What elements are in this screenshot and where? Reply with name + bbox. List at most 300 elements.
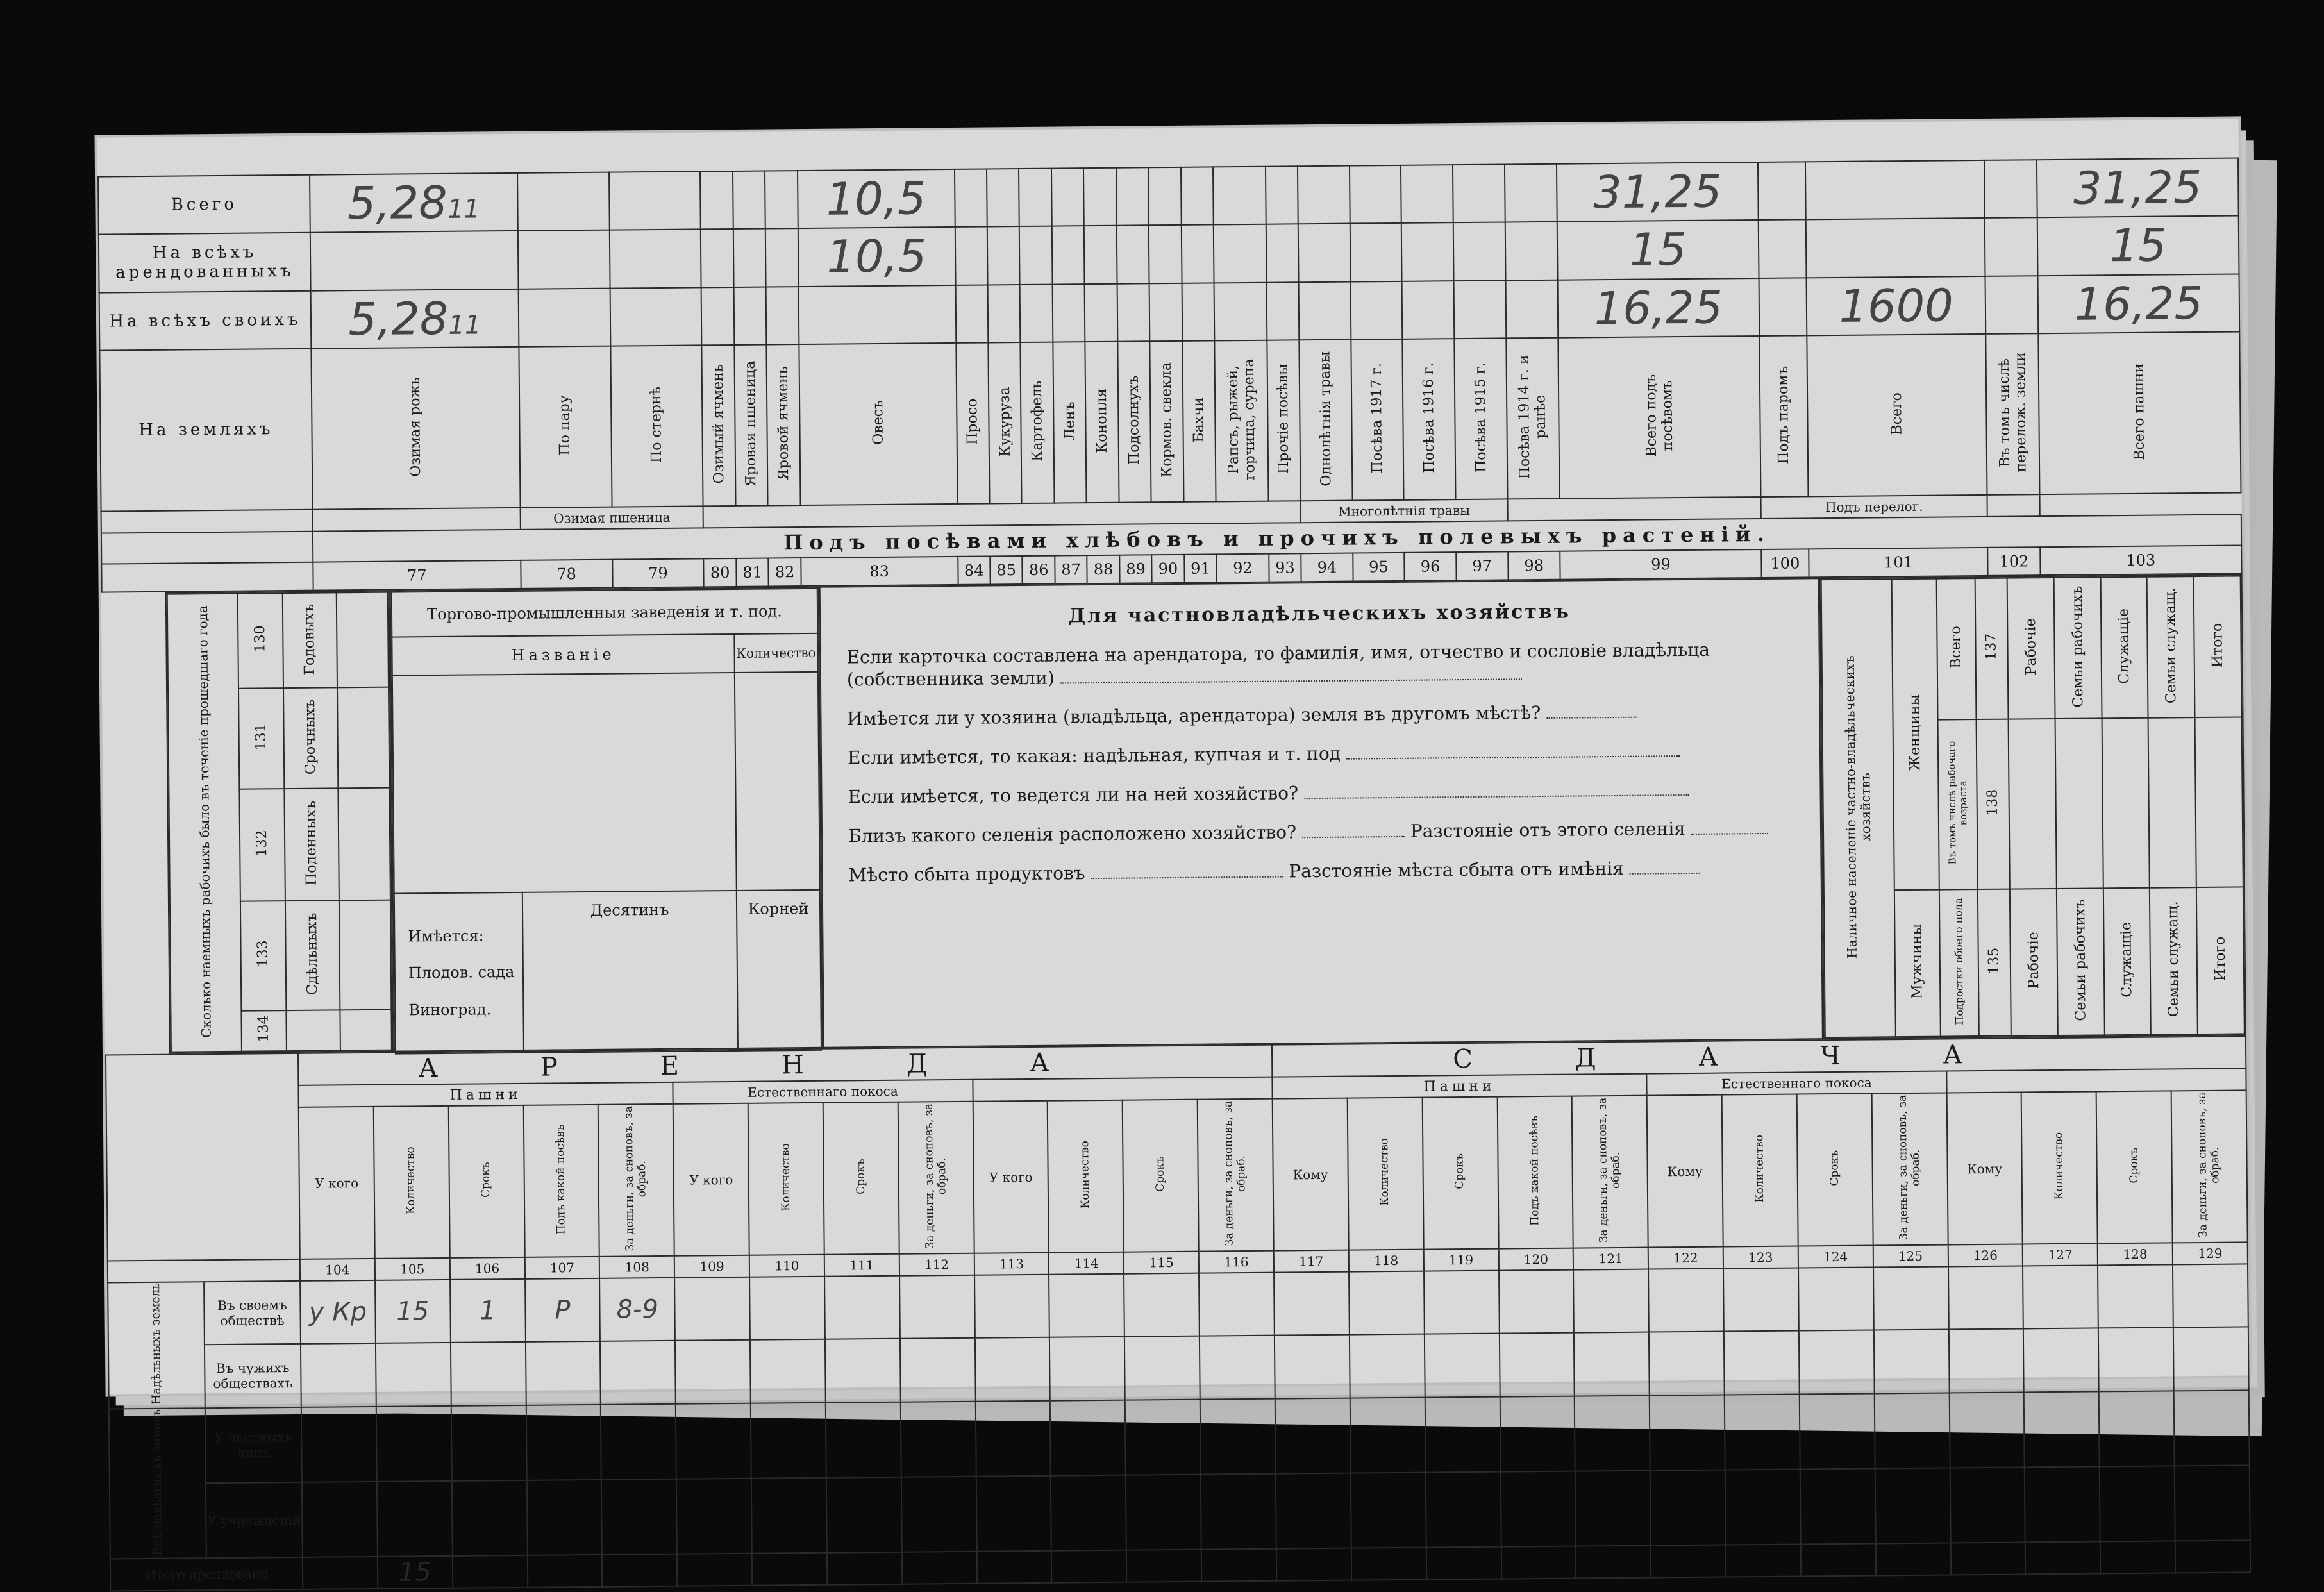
lease-cell[interactable] [450,1279,526,1343]
lease-total-cell[interactable] [1051,1550,1126,1583]
sowing-cell[interactable] [765,171,798,229]
lease-cell[interactable] [1575,1471,1651,1546]
lease-cell[interactable] [1425,1472,1501,1548]
lease-cell[interactable] [676,1479,752,1554]
lease-cell[interactable] [675,1340,751,1403]
lease-cell[interactable] [824,1276,900,1339]
pop-cell[interactable] [2102,718,2150,888]
lease-total-cell[interactable] [1726,1545,1801,1577]
census-card [97,119,2250,1588]
lease-table [105,1035,2249,1588]
middle-section [101,574,2246,1054]
lease-total-cell[interactable] [752,1553,827,1586]
sowing-cell[interactable] [1084,226,1117,284]
sowing-cell[interactable] [1298,166,1350,224]
village-distance-label: Разстояніе отъ этого селенія [1410,818,1686,842]
sowing-cell[interactable] [2037,216,2239,276]
sowing-cell[interactable] [1453,222,1505,281]
lease-cell[interactable] [451,1405,526,1480]
sowing-cell[interactable] [1350,281,1402,339]
sowing-cell[interactable] [1557,162,1759,222]
lease-cell[interactable] [1948,1266,2024,1329]
lease-cell[interactable] [1800,1468,1876,1544]
sowing-cell[interactable] [1299,281,1351,340]
lease-cell[interactable] [1124,1273,1200,1337]
lease-cell[interactable] [1874,1330,1950,1393]
lease-col-header: У кого [673,1103,749,1256]
sowing-cell[interactable] [1401,222,1453,281]
lease-total-cell[interactable] [1126,1550,1201,1582]
sowing-cell[interactable] [1759,278,1807,336]
lease-cell[interactable] [1800,1393,1875,1469]
lease-cell[interactable] [377,1481,453,1557]
lease-cell[interactable] [901,1477,977,1552]
column-header: Кормов. свекла [1150,341,1184,502]
lease-cell[interactable] [526,1480,602,1555]
sowing-cell[interactable] [1298,224,1350,282]
sowing-cell[interactable] [1266,166,1298,224]
sowing-cell[interactable] [2037,158,2239,217]
lease-cell[interactable] [2098,1264,2173,1328]
private-line-4: Если имѣется, то ведется ли на ней хозяйство? [848,782,1299,808]
lease-cell[interactable] [1500,1396,1575,1471]
lease-cell[interactable] [301,1406,377,1482]
lease-cell[interactable] [1124,1336,1200,1400]
sowing-cell[interactable] [1558,278,1760,338]
lease-cell[interactable] [900,1338,976,1402]
lease-cell[interactable] [1948,1329,2024,1393]
population-label: Наличное населеніе частно-владѣльческихъ хозяйствъ [1821,579,1896,1037]
lease-total-cell[interactable] [453,1555,528,1588]
lease-cell[interactable] [751,1478,827,1554]
sowing-cell[interactable] [1083,168,1116,226]
input-cell[interactable] [337,592,389,688]
trade-name-cell[interactable] [392,673,737,894]
lease-total-cell[interactable] [1875,1543,1950,1576]
sowing-cell[interactable] [1504,164,1557,222]
winter-wheat-label: Озимая пшеница [520,506,703,530]
num-135: 135 [1978,889,2011,1036]
market-field[interactable] [1091,876,1283,880]
cat-employees: Служащіе [2100,577,2148,719]
sowing-cell[interactable] [1053,284,1085,342]
lease-cell[interactable] [601,1403,676,1479]
lease-cell[interactable] [302,1482,378,1557]
lease-cell[interactable] [674,1277,750,1341]
lease-cell[interactable] [1126,1475,1201,1550]
lease-col-number: 112 [899,1253,974,1276]
other-land-field[interactable] [1546,717,1636,719]
sowing-table [97,157,2243,592]
lease-cell[interactable] [1351,1473,1426,1548]
lease-total-cell[interactable] [2175,1541,2250,1573]
sowing-cell[interactable] [311,289,519,348]
lease-total-cell[interactable] [303,1557,378,1589]
lease-cell[interactable] [1274,1272,1350,1336]
lease-total-cell[interactable] [1576,1546,1651,1579]
lease-cell[interactable] [2023,1328,2099,1392]
lease-cell[interactable] [1275,1398,1351,1473]
market-distance-field[interactable] [1630,873,1700,875]
sowing-cell[interactable] [1213,167,1266,225]
sowing-cell[interactable] [310,173,517,233]
sdacha-header: СДАЧА [1272,1036,2246,1077]
lease-cell[interactable] [1575,1395,1650,1471]
lease-cell[interactable] [1798,1268,1874,1331]
lease-cell[interactable] [2173,1264,2248,1327]
lease-cell[interactable] [1201,1474,1276,1550]
lease-cell[interactable] [1050,1400,1126,1475]
trade-box [390,587,823,1052]
column-number: 93 [1269,553,1301,582]
pop-cell[interactable] [2195,717,2243,887]
lease-total-cell[interactable] [902,1552,977,1584]
lease-cell[interactable] [976,1476,1051,1552]
lease-cell[interactable] [1949,1392,2025,1468]
lease-cell[interactable] [301,1343,376,1407]
lease-cell[interactable] [1051,1475,1126,1551]
sowing-cell[interactable] [1759,220,1807,278]
lease-cell[interactable] [1723,1268,1799,1332]
lease-col-header: Кому [1946,1092,2023,1244]
lease-total-cell[interactable] [1651,1545,1726,1578]
sowing-cell[interactable] [1505,280,1558,338]
lease-cell[interactable] [1649,1332,1725,1395]
lease-cell[interactable] [1350,1334,1425,1398]
lease-cell[interactable] [1500,1471,1576,1547]
lease-col-header: Срокъ [1797,1094,1873,1246]
fallow-label: Подъ перелог. [1760,494,1987,518]
worker-type: Поденныхъ [303,801,321,886]
farming-field[interactable] [1304,794,1689,799]
column-header: Посѣва 1915 г. [1454,338,1507,499]
lease-cell[interactable] [1276,1473,1351,1549]
lease-cell[interactable] [1499,1270,1575,1334]
lease-cell[interactable] [300,1280,376,1344]
lease-total-cell[interactable] [2100,1541,2175,1574]
trade-count-cell[interactable] [735,672,820,891]
lease-total-cell[interactable] [1276,1548,1351,1581]
column-number: 85 [990,556,1023,585]
lease-cell[interactable] [1425,1334,1500,1397]
owner-field[interactable] [1060,678,1522,683]
lease-cell[interactable] [974,1275,1050,1338]
sowing-cell[interactable] [1453,164,1505,222]
sowing-cell[interactable] [1806,218,1985,278]
lease-cell[interactable] [1725,1394,1800,1470]
column-header: Однолѣтнія травы [1300,339,1353,500]
sowing-cell[interactable] [1984,160,2037,218]
sowing-cell[interactable] [310,231,518,290]
sowing-cell[interactable] [1182,225,1214,283]
village-distance-field[interactable] [1691,833,1768,835]
sowing-cell[interactable] [798,169,955,228]
lease-cell[interactable] [975,1400,1051,1476]
lease-col-number: 119 [1423,1249,1498,1271]
sowing-cell[interactable] [765,228,798,287]
lease-cell[interactable] [2173,1327,2249,1391]
cat-workers: Рабочіе [2007,578,2055,719]
lease-cell[interactable] [1499,1333,1575,1396]
sowing-cell[interactable] [609,171,701,230]
column-header: Всего пашни [2038,331,2241,494]
row-num: 134 [255,1015,272,1043]
sowing-cell[interactable] [518,230,610,289]
lease-cell[interactable] [1350,1397,1426,1473]
column-header: По стернѣ [610,345,703,507]
lease-cell[interactable] [2100,1466,2175,1541]
sowing-cell[interactable] [609,230,701,289]
private-title: Для частновладѣльческихъ хозяйствъ [1068,600,1571,628]
column-header: Всего [1807,334,1987,496]
column-header: Ленъ [1053,342,1087,503]
column-header: Въ томъ числѣ перелож. земли [1986,333,2040,494]
sowing-cell[interactable] [518,288,610,347]
lease-total-cell[interactable] [827,1552,902,1585]
handwritten-value: 15 [398,1557,431,1588]
lease-total-cell[interactable] [2025,1542,2100,1575]
lease-total-cell[interactable] [378,1556,453,1589]
lease-cell[interactable] [1875,1468,1950,1543]
lease-cell[interactable] [599,1278,675,1341]
sowing-cell[interactable] [1020,284,1053,342]
row-label: На всѣхъ своихъ [99,290,312,350]
sowing-cell[interactable] [1401,165,1453,223]
sowing-cell[interactable] [1019,169,1051,227]
lease-cell[interactable] [451,1342,526,1405]
lease-total-cell[interactable] [527,1555,602,1588]
lease-cell[interactable] [376,1405,452,1481]
sowing-cell[interactable] [1350,223,1402,281]
sowing-cell[interactable] [1052,226,1085,284]
input-cell[interactable] [337,687,389,788]
pop-cell[interactable] [2055,718,2103,888]
lease-cell[interactable] [2098,1328,2174,1391]
column-number: 84 [958,556,991,585]
lease-total-cell[interactable] [1950,1543,2025,1575]
sowing-cell[interactable] [988,285,1021,343]
arenda-header: АРЕНДА [298,1045,1272,1085]
pop-cell[interactable] [2148,717,2196,887]
sowing-cell[interactable] [610,287,702,346]
sowing-cell[interactable] [1116,167,1149,226]
hired-workers-label: Сколько наемныхъ рабочихъ было въ теченіе прошедшаго года [167,594,242,1052]
lease-cell[interactable] [2025,1466,2100,1542]
lease-total-cell[interactable] [602,1554,677,1587]
lease-cell[interactable] [601,1479,677,1555]
lease-col-number: 127 [2023,1243,2098,1266]
lease-cell[interactable] [751,1402,826,1478]
input-cell[interactable] [340,1009,392,1050]
sowing-cell[interactable] [1266,282,1299,340]
column-header: Прочіе посѣвы [1267,340,1301,501]
column-number: 86 [1023,555,1055,584]
sowing-cell[interactable] [1214,282,1267,340]
lease-cell[interactable] [1349,1271,1425,1335]
sowing-cell[interactable] [733,171,765,230]
sowing-cell[interactable] [1805,160,1985,220]
lease-cell[interactable] [1648,1269,1724,1332]
lease-cell[interactable] [1873,1266,1949,1330]
lease-cell[interactable] [826,1402,901,1477]
sowing-cell[interactable] [517,172,610,231]
lease-cell[interactable] [1199,1273,1275,1336]
sowing-cell[interactable] [1350,165,1401,224]
lease-cell[interactable] [1724,1331,1800,1395]
lease-cell[interactable] [1275,1335,1350,1398]
lease-col-header: Срокъ [823,1102,899,1255]
handwritten-value: 5,28 [348,292,449,346]
lease-cell[interactable] [2175,1465,2250,1541]
lease-cell[interactable] [899,1275,975,1339]
handwritten-value: 16,25 [2074,276,2203,331]
sowing-cell[interactable] [1266,224,1299,283]
lease-cell[interactable] [826,1477,902,1553]
lease-cell[interactable] [525,1278,601,1342]
sowing-cell[interactable] [1505,222,1557,280]
sowing-cell[interactable] [955,227,987,285]
sowing-cell[interactable] [701,287,734,345]
lease-total-cell[interactable] [1426,1547,1501,1580]
sowing-cell[interactable] [987,169,1019,227]
sowing-cell[interactable] [955,285,988,343]
sowing-cell[interactable] [700,171,733,230]
lease-cell[interactable] [1574,1332,1650,1396]
lease-col-header: Срокъ [1422,1097,1498,1250]
sowing-cell[interactable] [987,226,1020,285]
lease-total-cell[interactable] [1201,1549,1276,1582]
sowing-cell[interactable] [798,285,956,344]
lease-total-cell[interactable] [677,1554,752,1586]
lease-cell[interactable] [600,1341,676,1404]
sowing-cell[interactable] [1117,226,1149,284]
sdacha-pokos: Естественнаго покоса [1647,1071,1947,1095]
sowing-cell[interactable] [733,229,766,287]
sowing-cell[interactable] [1051,168,1084,226]
sowing-cell[interactable] [1985,217,2037,276]
handwritten-value: 11 [447,194,480,224]
sowing-cell[interactable] [1019,226,1052,285]
column-number: 91 [1184,554,1217,583]
sowing-cell[interactable] [1085,283,1117,342]
lease-total-cell[interactable] [976,1551,1051,1584]
land-type-field[interactable] [1346,755,1680,760]
lease-cell[interactable] [525,1341,601,1405]
sowing-cell[interactable] [1758,162,1806,220]
sowing-banner: Подъ посѣвами хлѣбовъ и прочихъ полевыхъ растеній. [313,514,2241,562]
lease-cell[interactable] [1650,1470,1726,1545]
sowing-cell[interactable] [1148,167,1181,226]
lease-cell[interactable] [1650,1395,1725,1470]
lease-cell[interactable] [1200,1398,1276,1474]
input-cell[interactable] [338,787,390,900]
lease-total-cell[interactable] [1801,1544,1876,1577]
lease-col-number: 123 [1723,1246,1798,1269]
lease-cell[interactable] [1425,1396,1500,1472]
lease-col-header: Подъ какой посѣвъ [523,1105,599,1257]
sowing-cell[interactable] [1117,283,1149,342]
lease-cell[interactable] [2023,1265,2098,1328]
lease-total-cell[interactable] [1351,1548,1426,1580]
sowing-cell[interactable] [1557,220,1759,280]
sowing-cell[interactable] [701,229,733,287]
lease-cell[interactable] [901,1401,976,1477]
sowing-cell[interactable] [798,227,956,286]
lease-cell[interactable] [2099,1391,2175,1466]
column-header: Всего подъ посѣвомъ [1558,336,1760,498]
sowing-cell[interactable] [1149,225,1182,283]
column-number: 100 [1761,549,1809,578]
lease-cell[interactable] [2024,1391,2100,1467]
column-header: Посѣва 1916 г. [1403,339,1456,499]
lease-cell[interactable] [750,1339,826,1403]
lease-cell[interactable] [1424,1271,1500,1334]
sowing-cell[interactable] [1182,283,1214,341]
lease-cell[interactable] [676,1403,751,1479]
sowing-cell[interactable] [955,169,987,228]
trade-name-col: Названіе [392,634,735,676]
lease-cell[interactable] [375,1280,451,1343]
handwritten-value: 15 [1629,223,1687,277]
lease-cell[interactable] [825,1339,901,1402]
lease-cell[interactable] [526,1404,601,1480]
sowing-cell[interactable] [1985,276,2038,334]
cat-worker-families-2: Семьи рабочихъ [2057,888,2105,1035]
lease-cell[interactable] [1125,1399,1201,1475]
sowing-cell[interactable] [766,287,799,345]
sowing-cell[interactable] [1214,224,1266,283]
input-cell[interactable] [339,900,391,1010]
lease-cell[interactable] [1049,1337,1125,1400]
lease-cell[interactable] [1874,1393,1950,1468]
column-header: Подсолнухъ [1117,341,1151,502]
sowing-cell[interactable] [1807,276,1986,335]
trade-count-col: Количество [734,633,818,673]
lease-cell[interactable] [452,1480,528,1556]
lease-cell[interactable] [749,1277,825,1340]
lease-cell[interactable] [1049,1274,1124,1337]
lease-col-header: Кому [1273,1098,1349,1251]
column-header: Конопля [1085,342,1119,503]
column-header: Картофель [1021,342,1055,503]
handwritten-value: 15 [2109,219,2167,272]
lease-cell[interactable] [2174,1390,2250,1466]
orchard-label: Плодов. сада [408,963,515,982]
village-field[interactable] [1302,836,1405,838]
lease-total-cell[interactable] [1501,1546,1576,1579]
lease-col-number: 110 [749,1255,824,1277]
sowing-cell[interactable] [1453,280,1505,339]
sowing-cell[interactable] [733,287,766,345]
lease-cell[interactable] [376,1343,451,1406]
lease-cell[interactable] [1725,1469,1801,1545]
sowing-cell[interactable] [2037,274,2239,333]
sowing-cell[interactable] [1149,283,1182,341]
sowing-cell[interactable] [1181,167,1214,225]
lease-cell[interactable] [1950,1467,2025,1543]
pop-cell[interactable] [2009,719,2057,889]
lease-cell[interactable] [1200,1336,1275,1399]
lease-cell[interactable] [1799,1330,1875,1394]
sowing-cell[interactable] [1402,281,1454,339]
lease-col-header: За деньги, за сноповъ, за обраб. [1198,1099,1274,1252]
handwritten-value: у Кр [308,1297,367,1327]
column-header: Просо [956,342,990,503]
lease-cell[interactable] [1573,1269,1649,1333]
column-number: 79 [612,558,704,587]
row-num: 130 [252,625,269,653]
lease-cell[interactable] [974,1337,1050,1401]
